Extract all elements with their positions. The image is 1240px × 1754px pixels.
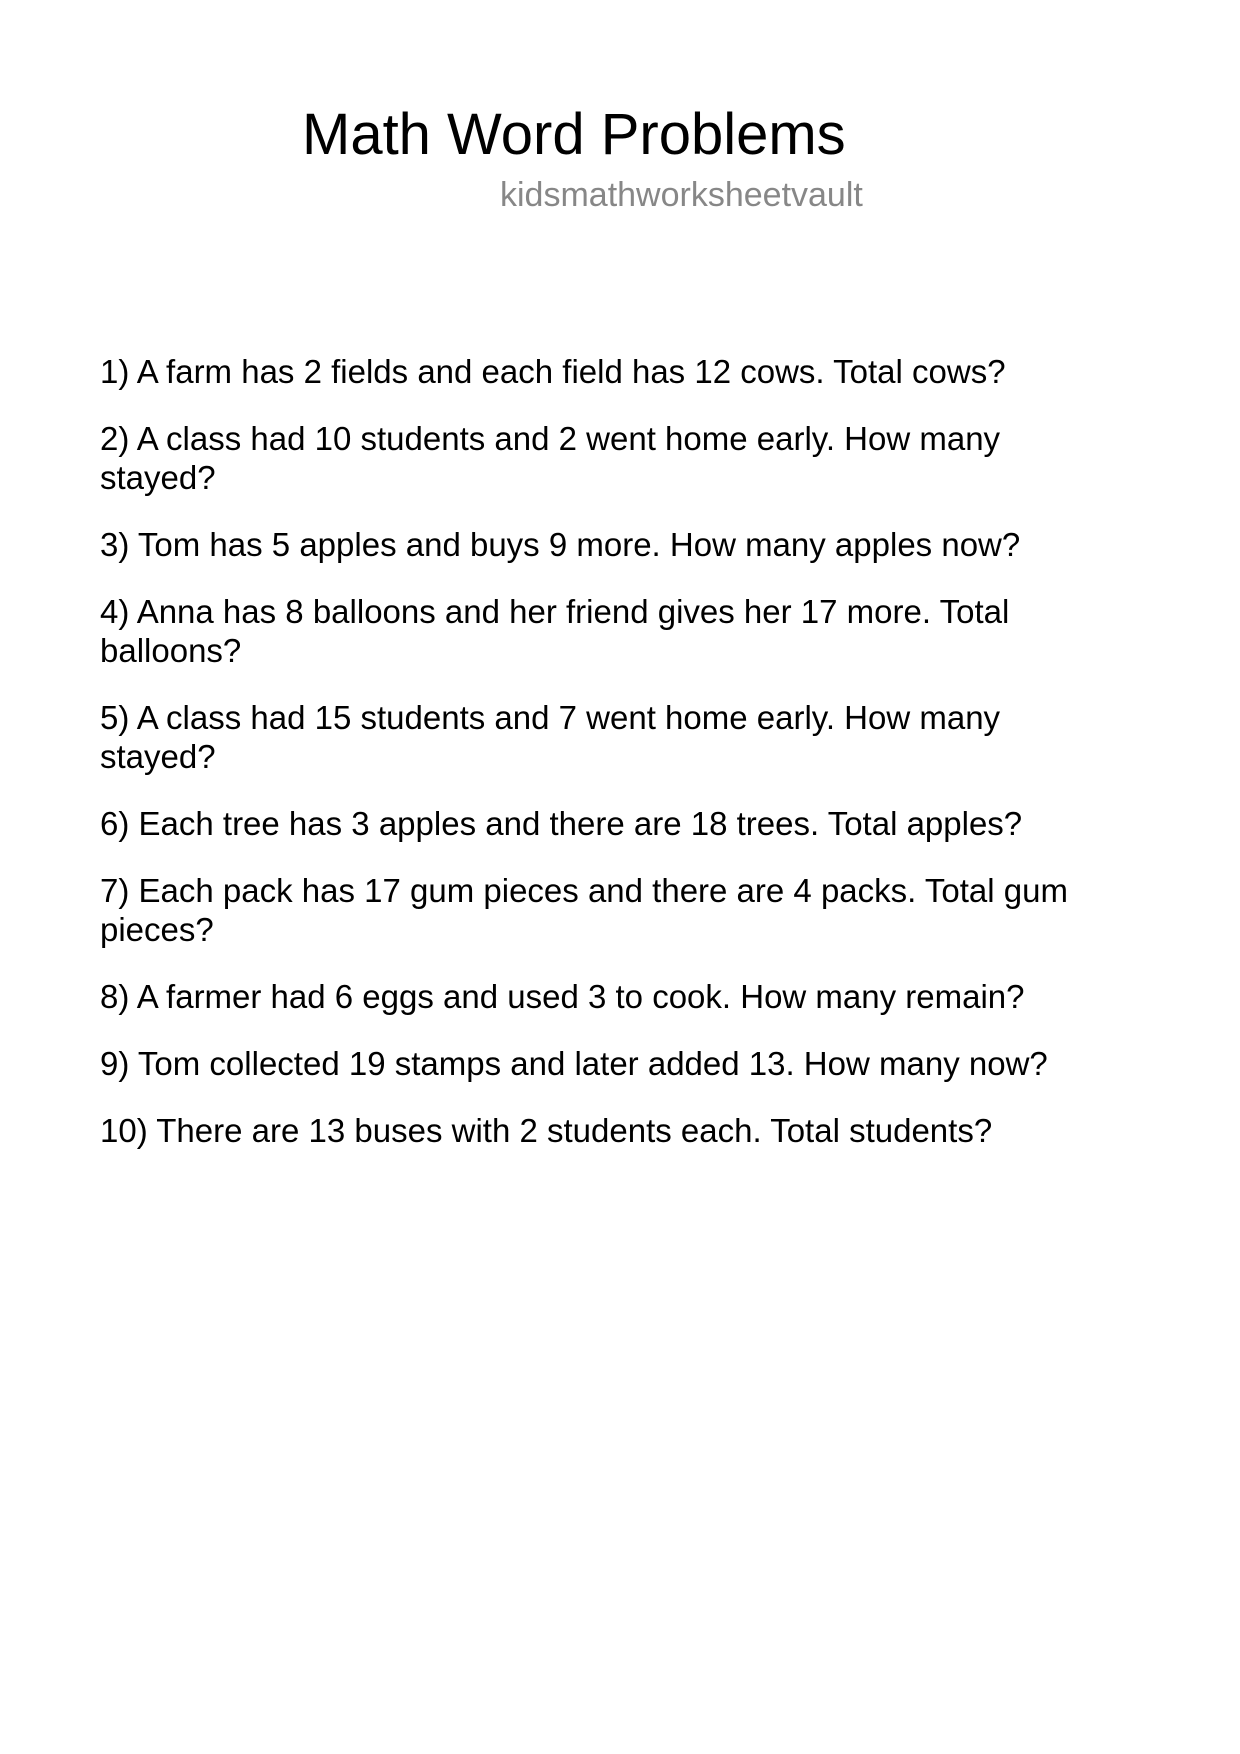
- problem-3-line-1: 3) Tom has 5 apples and buys 9 more. How many apples now?: [100, 526, 1021, 563]
- problem-7-line-1: 7) Each pack has 17 gum pieces and there are 4 packs. Total gum: [100, 872, 1068, 909]
- problem-6: [100, 804, 1160, 843]
- problem-2-line-1: 2) A class had 10 students and 2 went home early. How many: [100, 420, 1001, 457]
- problem-6-line-1: 6) Each tree has 3 apples and there are 18 trees. Total apples?: [100, 805, 1023, 842]
- problem-3: [100, 525, 1160, 564]
- problem-9: [100, 1044, 1160, 1083]
- problem-4: [100, 592, 1160, 670]
- page-subtitle: kidsmathworksheetvault: [500, 176, 863, 214]
- problem-4-line-2: balloons?: [100, 632, 242, 669]
- problem-1-line-1: 1) A farm has 2 fields and each field has 12 cows. Total cows?: [100, 353, 1006, 390]
- problem-4-line-1: 4) Anna has 8 balloons and her friend gives her 17 more. Total: [100, 593, 1010, 630]
- problem-5-line-1: 5) A class had 15 students and 7 went home early. How many: [100, 699, 1001, 736]
- page-title: Math Word Problems: [302, 102, 846, 167]
- problems-list: [100, 352, 1160, 1178]
- problem-9-line-1: 9) Tom collected 19 stamps and later added 13. How many now?: [100, 1045, 1048, 1082]
- problem-8: [100, 977, 1160, 1016]
- problem-10: [100, 1111, 1160, 1150]
- problem-2: [100, 419, 1160, 497]
- problem-2-line-2: stayed?: [100, 459, 216, 496]
- problem-8-line-1: 8) A farmer had 6 eggs and used 3 to cook. How many remain?: [100, 978, 1025, 1015]
- problem-5-line-2: stayed?: [100, 738, 216, 775]
- problem-5: [100, 698, 1160, 776]
- problem-10-line-1: 10) There are 13 buses with 2 students each. Total students?: [100, 1112, 993, 1149]
- problem-1: [100, 352, 1160, 391]
- problem-7: [100, 871, 1160, 949]
- problem-7-line-2: pieces?: [100, 911, 214, 948]
